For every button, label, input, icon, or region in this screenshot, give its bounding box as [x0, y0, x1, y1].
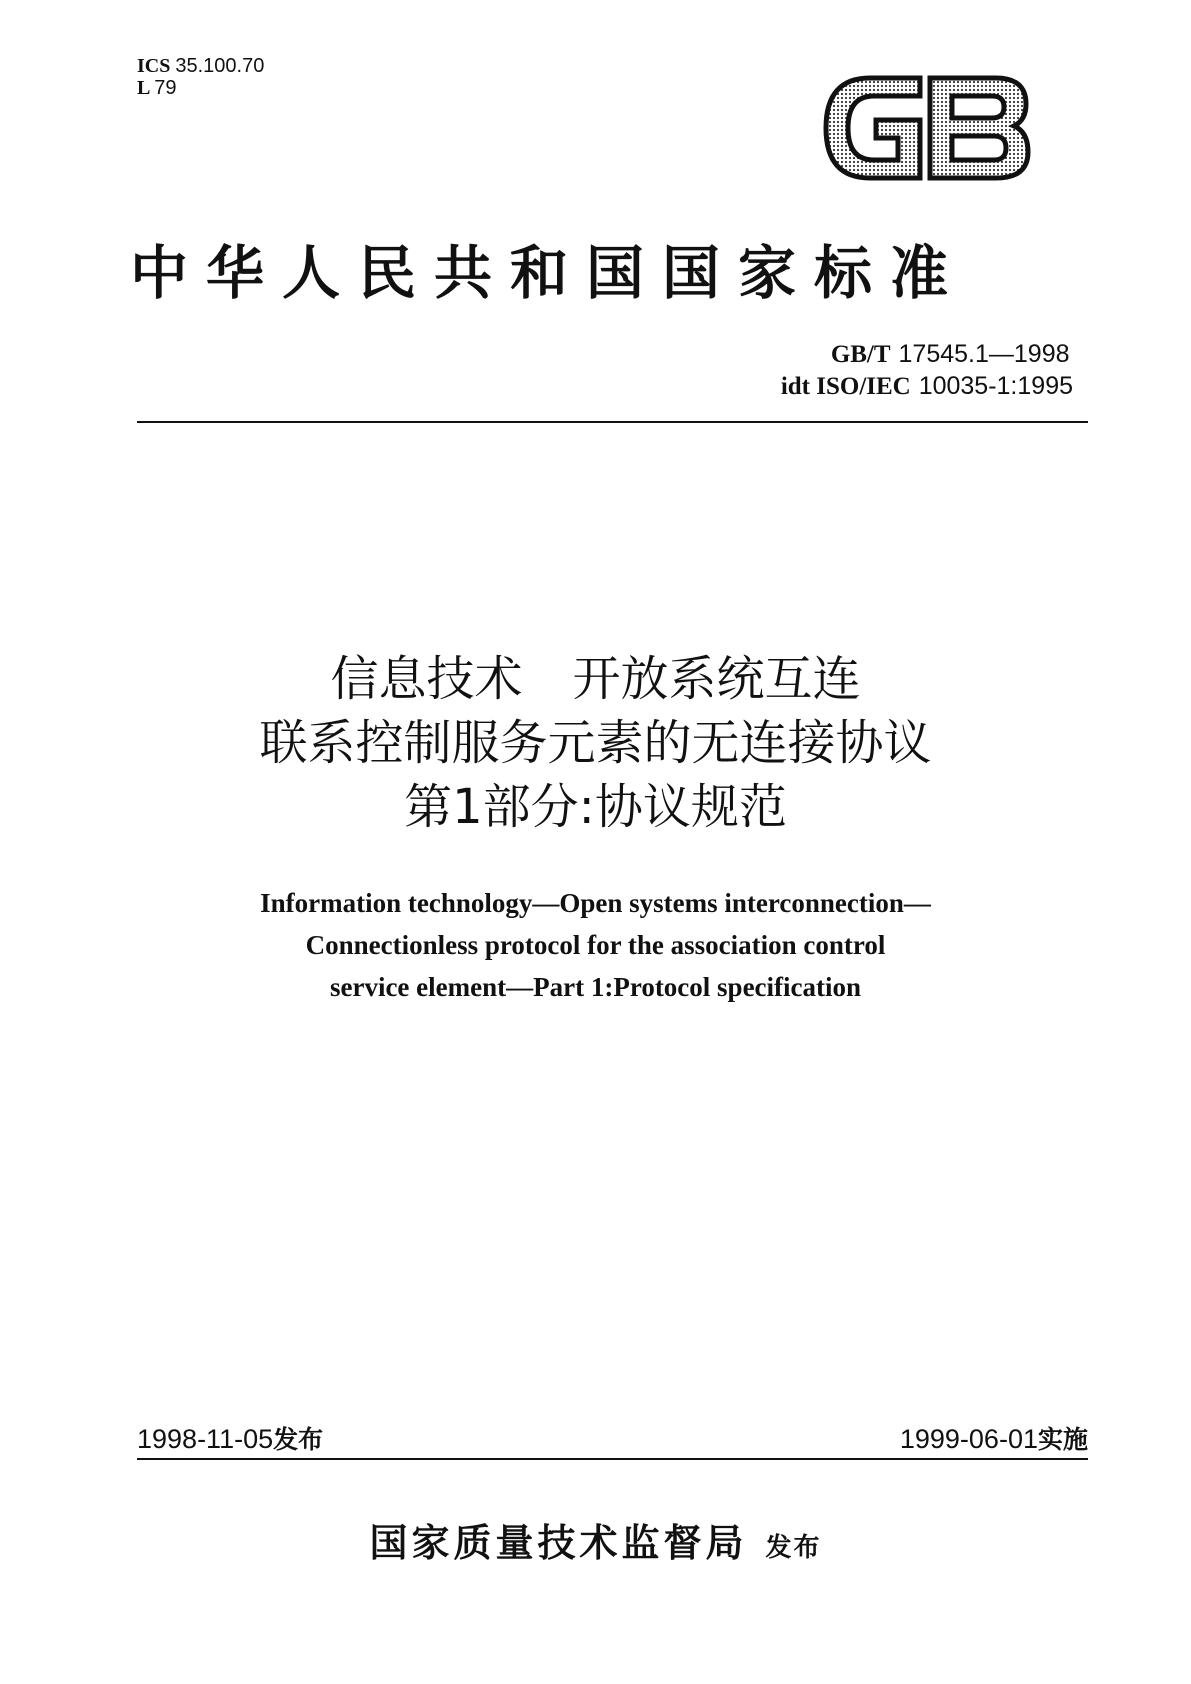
- chinese-title-line-1: [0, 647, 1191, 711]
- chinese-title-part-b: 开放系统互连: [572, 651, 861, 707]
- english-title-line-3: service element—Part 1:Protocol specification: [329, 972, 862, 1002]
- standard-number-line: [781, 338, 1073, 370]
- issue-date-value: 1998-11-05: [137, 1424, 274, 1454]
- standard-numbers: [781, 338, 1073, 402]
- effective-date: [900, 1420, 1088, 1456]
- iso-number: 10035-1:1995: [918, 372, 1073, 400]
- iso-equivalent-line: [781, 370, 1073, 402]
- ics-line: [137, 55, 264, 77]
- english-title: [0, 882, 1191, 1008]
- chinese-title-part-a: 信息技术: [330, 651, 523, 707]
- classification-codes: [137, 55, 264, 99]
- standard-number: 17545.1—1998: [898, 340, 1070, 368]
- chinese-title: [0, 647, 1191, 839]
- top-divider: [137, 421, 1088, 423]
- english-title-line-2: Connectionless protocol for the association control: [305, 930, 886, 960]
- english-title-line-1: Information technology—Open systems interconnection—: [260, 888, 931, 918]
- standard-prefix: GB/T: [830, 341, 891, 368]
- publisher-name: 国家质量技术监督局: [369, 1521, 748, 1565]
- national-standard-title: 中华人民共和国国家标准: [130, 239, 967, 307]
- effective-date-label: 实施: [1037, 1425, 1088, 1454]
- effective-date-value: 1999-06-01: [899, 1424, 1038, 1454]
- bottom-divider: [137, 1458, 1088, 1460]
- publisher-suffix: 发布: [765, 1533, 822, 1563]
- ics-code: 35.100.70: [175, 55, 265, 77]
- issue-date: [137, 1420, 323, 1456]
- chinese-title-line-3: 第1部分:协议规范: [404, 779, 787, 835]
- issue-date-label: 发布: [273, 1425, 324, 1454]
- chinese-title-line-2: 联系控制服务元素的无连接协议: [259, 715, 932, 771]
- iso-prefix: idt ISO/IEC: [780, 373, 911, 400]
- publisher: [0, 1512, 1191, 1567]
- ccs-label: L: [137, 77, 150, 99]
- ccs-line: [137, 77, 264, 99]
- ics-label: ICS: [137, 55, 171, 77]
- ccs-code: 79: [154, 77, 177, 99]
- gb-logo: [820, 72, 1032, 184]
